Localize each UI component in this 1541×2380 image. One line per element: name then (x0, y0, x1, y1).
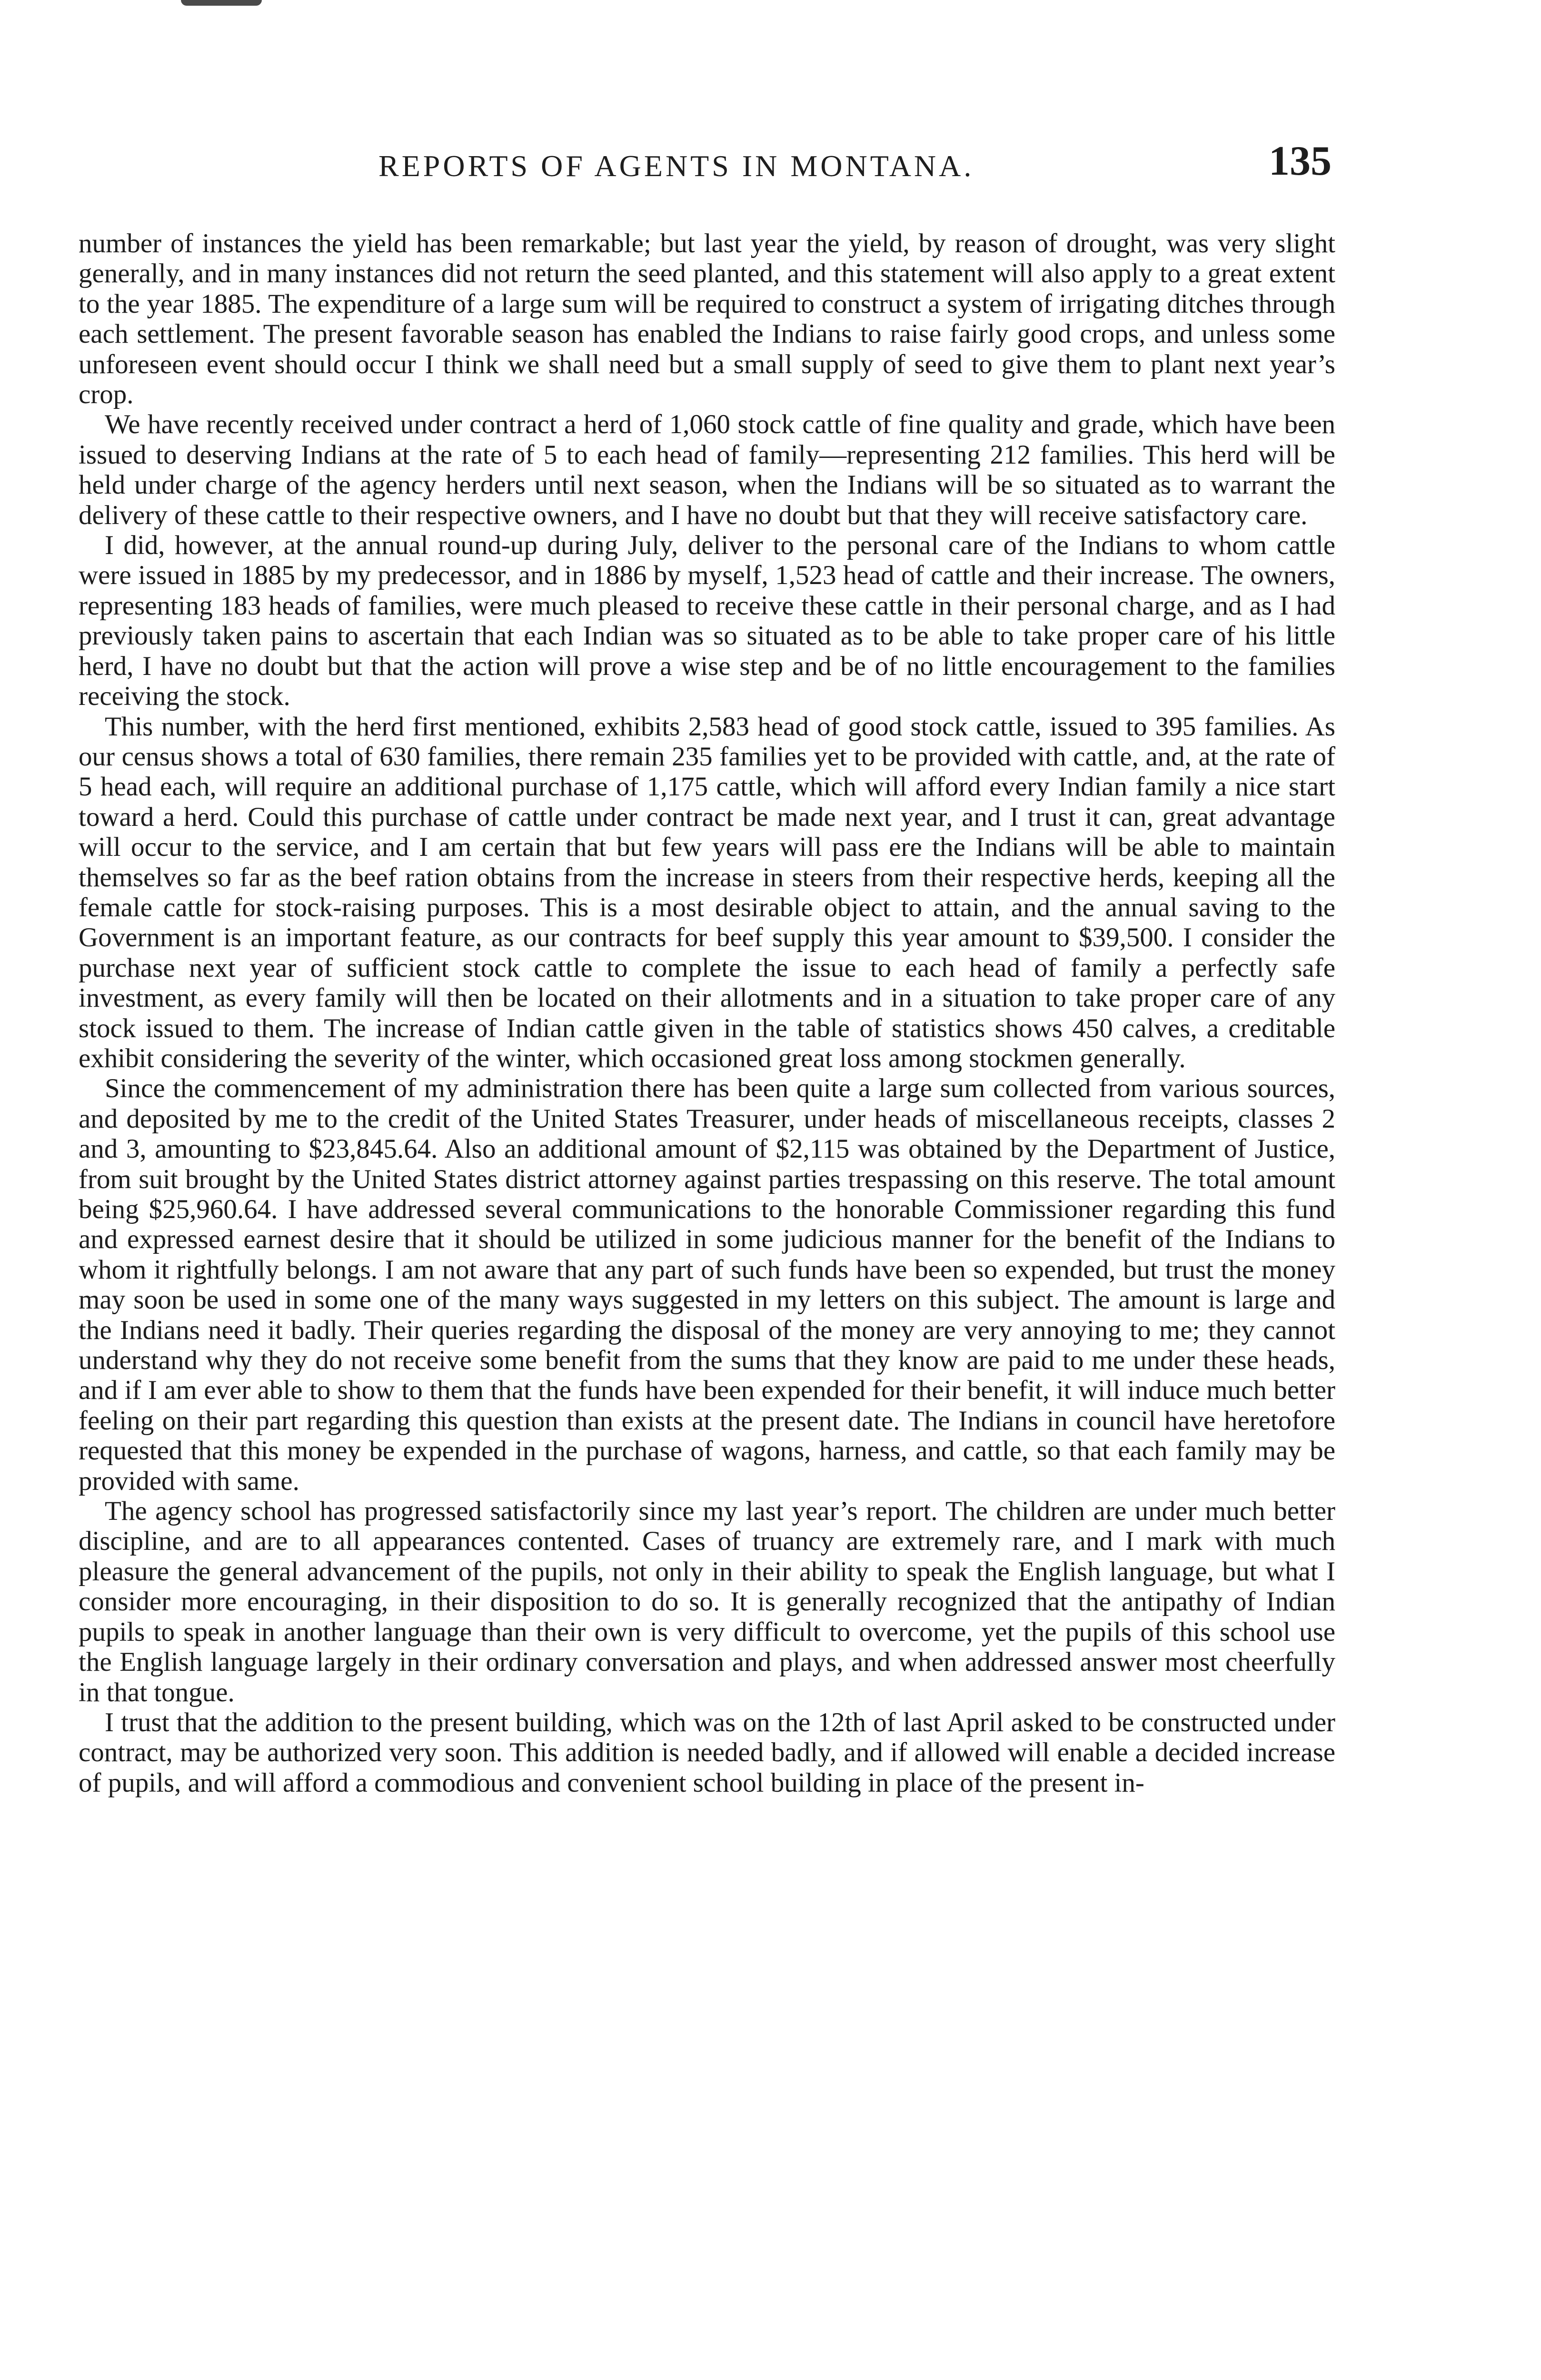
paragraph-2: We have recently received under contract a herd of 1,060 stock cattle of fine quality and grade, which have been issued to deserving Indians at the rate of 5 to each head of family—representing 212 families. This herd will be held under charge of the agency herders until next season, when the Indians will be so situated as to warrant the delivery of these cattle to their respective owners, and I have no doubt but that they will receive satisfactory care. (79, 409, 1335, 530)
scan-artifact (181, 0, 262, 6)
paragraph-4: This number, with the herd first mentioned, exhibits 2,583 head of good stock cattle, issued to 395 families. As our census shows a total of 630 families, there remain 235 families yet to be provided with cattle, and, at the rate of 5 head each, will require an additional purchase of 1,175 cattle, which will afford every Indian family a nice start toward a herd. Could this purchase of cattle under contract be made next year, and I trust it can, great advantage will occur to the service, and I am certain that but few years will pass ere the Indians will be able to maintain themselves so far as the beef ration obtains from the increase in steers from their respective herds, keeping all the female cattle for stock-raising purposes. This is a most desirable object to attain, and the annual saving to the Government is an important feature, as our contracts for beef supply this year amount to $39,500. I consider the purchase next year of sufficient stock cattle to complete the issue to each head of family a perfectly safe investment, as every family will then be located on their allotments and in a situation to take proper care of any stock issued to them. The increase of Indian cattle given in the table of statistics shows 450 calves, a creditable exhibit considering the severity of the winter, which occasioned great loss among stockmen generally. (79, 711, 1335, 1073)
paragraph-7: I trust that the addition to the present building, which was on the 12th of last April asked to be constructed under contract, may be authorized very soon. This addition is needed badly, and if allowed will enable a decided increase of pupils, and will afford a commodious and convenient school building in place of the present in- (79, 1707, 1335, 1798)
paragraph-5: Since the commencement of my administration there has been quite a large sum collected from various sources, and deposited by me to the credit of the United States Treasurer, under heads of miscellaneous receipts, classes 2 and 3, amounting to $23,845.64. Also an additional amount of $2,115 was obtained by the Department of Justice, from suit brought by the United States district attorney against parties trespassing on this reserve. The total amount being $25,960.64. I have addressed several communications to the honorable Commissioner regarding this fund and expressed earnest desire that it should be utilized in some judicious manner for the benefit of the Indians to whom it rightfully belongs. I am not aware that any part of such funds have been so expended, but trust the money may soon be used in some one of the many ways suggested in my letters on this subject. The amount is large and the Indians need it badly. Their queries regarding the disposal of the money are very annoying to me; they cannot understand why they do not receive some benefit from the sums that they know are paid to me under these heads, and if I am ever able to show to them that the funds have been expended for their benefit, it will induce much better feeling on their part regarding this question than exists at the present date. The Indians in council have heretofore requested that this money be expended in the purchase of wagons, harness, and cattle, so that each family may be provided with same. (79, 1073, 1335, 1496)
body-text (79, 228, 1335, 1798)
page-number: 135 (1269, 138, 1332, 184)
page-header (83, 137, 1340, 189)
paragraph-6: The agency school has progressed satisfactorily since my last year’s report. The children are under much better discipline, and are to all appearances contented. Cases of truancy are extremely rare, and I mark with much pleasure the general advancement of the pupils, not only in their ability to speak the English language, but what I consider more encouraging, in their disposition to do so. It is generally recognized that the antipathy of Indian pupils to speak in another language than their own is very difficult to overcome, yet the pupils of this school use the English language largely in their ordinary conversation and plays, and when addressed answer most cheerfully in that tongue. (79, 1496, 1335, 1707)
paragraph-1: number of instances the yield has been remarkable; but last year the yield, by reason of drought, was very slight generally, and in many instances did not return the seed planted, and this statement will also apply to a great extent to the year 1885. The expenditure of a large sum will be required to construct a system of irrigating ditches through each settlement. The present favorable season has enabled the Indians to raise fairly good crops, and unless some unforeseen event should occur I think we shall need but a small supply of seed to give them to plant next year’s crop. (79, 228, 1335, 410)
running-head: REPORTS OF AGENTS IN MONTANA. (378, 149, 974, 183)
paragraph-3: I did, however, at the annual round-up during July, deliver to the personal care of the Indians to whom cattle were issued in 1885 by my predecessor, and in 1886 by myself, 1,523 head of cattle and their increase. The owners, representing 183 heads of families, were much pleased to receive these cattle in their personal charge, and as I had previously taken pains to ascertain that each Indian was so situated as to be able to take proper care of his little herd, I have no doubt but that the action will prove a wise step and be of no little encouragement to the families receiving the stock. (79, 530, 1335, 712)
